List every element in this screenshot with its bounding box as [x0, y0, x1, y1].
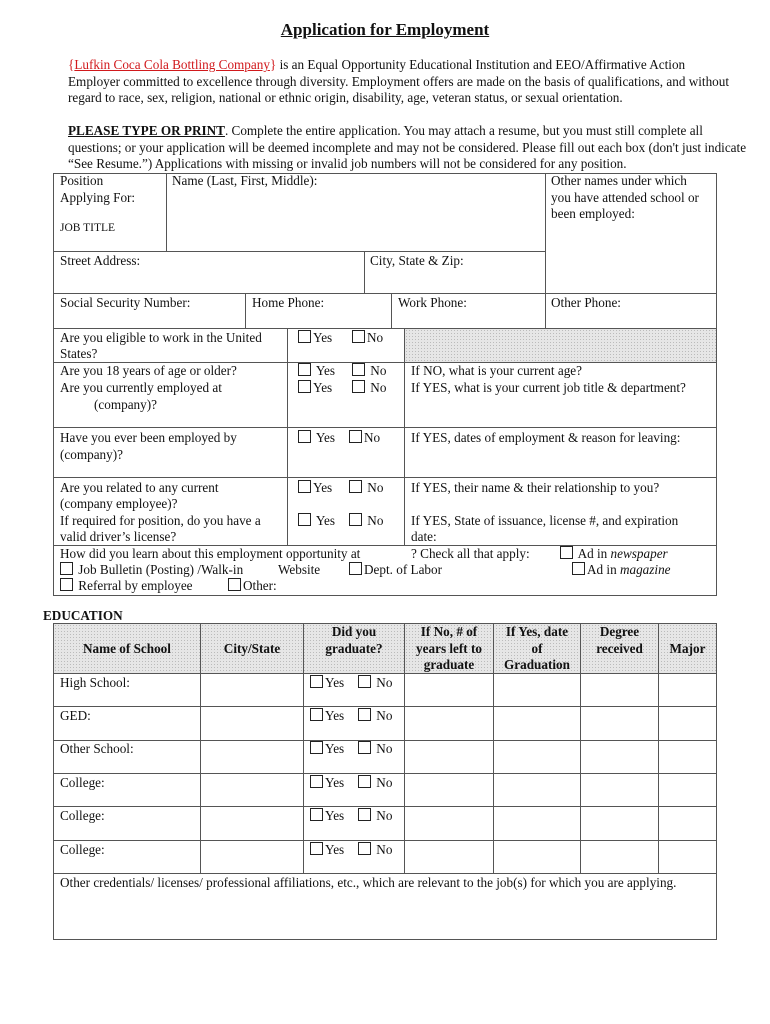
dept-labor-checkbox[interactable] — [349, 562, 362, 575]
graduate-no-checkbox[interactable] — [358, 842, 371, 855]
col-years-header-1: If No, # of — [420, 624, 478, 639]
newspaper-checkbox[interactable] — [560, 546, 573, 559]
q-currently-employed-2: (company)? — [94, 397, 157, 412]
no-label: No — [376, 675, 393, 690]
referral-checkbox[interactable] — [60, 578, 73, 591]
other-credentials-label: Other credentials/ licenses/ professional affiliations, etc., which are relevant to the job(s) for which you are applying. — [60, 875, 677, 890]
related-no-checkbox[interactable] — [349, 480, 362, 493]
yes-label: Yes — [313, 380, 333, 395]
ssn-label: Social Security Number: — [60, 295, 191, 310]
col-graduate-header-1: Did you — [331, 624, 377, 639]
employed-no-checkbox[interactable] — [352, 380, 365, 393]
col-degree-header — [581, 624, 658, 657]
graduate-yes-checkbox[interactable] — [310, 708, 323, 721]
graduate-no-checkbox[interactable] — [358, 741, 371, 754]
other-names-label-2: you have attended school or — [551, 190, 699, 205]
age-no-checkbox[interactable] — [352, 363, 365, 376]
table-row: High School: — [60, 675, 130, 690]
col-school-header: Name of School — [83, 641, 171, 656]
graduate-yes-checkbox[interactable] — [310, 842, 323, 855]
bulletin-label: Job Bulletin (Posting) /Walk-in — [78, 562, 244, 577]
yes-label: Yes — [325, 741, 345, 756]
no-label: No — [370, 363, 387, 378]
instructions-lead: PLEASE TYPE OR PRINT — [68, 123, 225, 138]
graduate-yes-checkbox[interactable] — [310, 741, 323, 754]
related-yes-checkbox[interactable] — [298, 480, 311, 493]
related-followup: If YES, their name & their relationship to you? — [411, 480, 660, 495]
intro-paragraph — [68, 57, 733, 107]
position-label-2: Applying For: — [60, 190, 136, 205]
yes-label: Yes — [325, 842, 345, 857]
col-city-header: City/State — [223, 641, 281, 656]
company-name: Lufkin Coca Cola Bottling Company — [74, 57, 270, 72]
yes-label: Yes — [325, 708, 345, 723]
city-state-zip-label: City, State & Zip: — [370, 253, 464, 268]
q-related-2: (company employee)? — [60, 496, 178, 511]
col-graduate-header-2: graduate? — [325, 640, 383, 656]
q-ever-employed-2: (company)? — [60, 447, 123, 462]
dept-labor-label: Dept. of Labor — [364, 562, 442, 577]
table-row: GED: — [60, 708, 91, 723]
col-years-header-3: graduate — [423, 657, 475, 673]
magazine-label: magazine — [619, 562, 671, 577]
q-how-learned: How did you learn about this employment opportunity at — [60, 546, 361, 561]
position-label: Position — [60, 173, 104, 188]
intro-text: is an Equal Opportunity Educational Institution and EEO/Affirmative Action Employer committed to excellence through diversity. Employment offers are made on the basis of qualifications, and without regard to race, sex, religion, national or ethnic origin, disability, age, veteran status, or sexual orientation. — [68, 57, 730, 106]
home-phone-label: Home Phone: — [252, 295, 325, 310]
other-source-checkbox[interactable] — [228, 578, 241, 591]
bulletin-checkbox[interactable] — [60, 562, 73, 575]
q-how-learned-check: ? Check all that apply: — [411, 546, 530, 561]
magazine-checkbox[interactable] — [572, 562, 585, 575]
street-address-label: Street Address: — [60, 253, 141, 268]
yes-label: Yes — [325, 775, 345, 790]
col-date-header-2: of — [531, 640, 543, 656]
other-source-label: Other: — [243, 578, 277, 593]
col-years-header-2: years left to — [416, 640, 482, 656]
yes-label: Yes — [325, 675, 345, 690]
other-names-label-3: been employed: — [551, 206, 635, 221]
no-label: No — [376, 741, 393, 756]
page-title: Application for Employment — [280, 20, 490, 39]
education-heading: EDUCATION — [43, 608, 123, 623]
no-label: No — [376, 808, 393, 823]
no-label: No — [376, 775, 393, 790]
yes-label: Yes — [315, 363, 336, 378]
eligible-no-checkbox[interactable] — [352, 330, 365, 343]
q-age-18: Are you 18 years of age or older? — [60, 363, 237, 378]
work-phone-label: Work Phone: — [398, 295, 467, 310]
yes-label: Yes — [315, 513, 336, 528]
yes-label: Yes — [315, 430, 336, 445]
name-label: Name (Last, First, Middle): — [172, 173, 318, 188]
q-eligible: Are you eligible to work in the United — [60, 330, 262, 345]
no-label: No — [364, 430, 381, 445]
col-grad-date-header — [494, 624, 580, 674]
other-phone-label: Other Phone: — [551, 295, 621, 310]
instructions-paragraph — [68, 123, 748, 173]
ever-employed-yes-checkbox[interactable] — [298, 430, 311, 443]
graduate-yes-checkbox[interactable] — [310, 675, 323, 688]
eligible-yes-checkbox[interactable] — [298, 330, 311, 343]
magazine-prefix: Ad in — [587, 562, 620, 577]
yes-label: Yes — [325, 808, 345, 823]
table-row: College: — [60, 808, 105, 823]
col-degree-header-1: Degree — [599, 624, 640, 639]
no-label: No — [367, 330, 384, 345]
q-related: Are you related to any current — [60, 480, 219, 495]
col-degree-header-2: received — [596, 640, 643, 656]
no-label: No — [370, 380, 387, 395]
shaded-cell — [405, 329, 716, 362]
license-followup-2: date: — [411, 529, 437, 544]
website-label: Website — [278, 562, 321, 577]
age-followup: If NO, what is your current age? — [411, 363, 583, 378]
q-eligible-2: States? — [60, 346, 98, 361]
yes-label: Yes — [313, 480, 333, 495]
graduate-no-checkbox[interactable] — [358, 708, 371, 721]
company-brace-open: { — [68, 57, 75, 72]
table-row: College: — [60, 842, 105, 857]
instructions-text: . Complete the entire application. You may attach a resume, but you must still complete all questions; or your application will be deemed incomplete and may not be considered. Please fill out each box (don't just indicate “See Resume.”) Applications with missing or invalid job numbers will not be considered for any position. — [68, 123, 747, 172]
no-label: No — [376, 708, 393, 723]
license-yes-checkbox[interactable] — [298, 513, 311, 526]
no-label: No — [376, 842, 393, 857]
q-ever-employed: Have you ever been employed by — [60, 430, 237, 445]
graduate-yes-checkbox[interactable] — [310, 775, 323, 788]
employed-yes-checkbox[interactable] — [298, 380, 311, 393]
company-brace-close: } — [269, 57, 277, 72]
q-license-2: valid driver’s license? — [60, 529, 177, 544]
col-major-header: Major — [669, 641, 706, 656]
yes-label: Yes — [313, 330, 333, 345]
no-label: No — [367, 480, 384, 495]
license-no-checkbox[interactable] — [349, 513, 362, 526]
q-currently-employed: Are you currently employed at — [60, 380, 222, 395]
ever-employed-followup: If YES, dates of employment & reason for leaving: — [411, 430, 681, 445]
col-date-header-3: Graduation — [504, 657, 570, 673]
no-label: No — [367, 513, 384, 528]
graduate-no-checkbox[interactable] — [358, 775, 371, 788]
graduate-no-checkbox[interactable] — [358, 808, 371, 821]
other-names-label: Other names under which — [551, 173, 687, 188]
ever-employed-no-checkbox[interactable] — [349, 430, 362, 443]
newspaper-label: newspaper — [610, 546, 668, 561]
referral-label: Referral by employee — [78, 578, 193, 593]
age-yes-checkbox[interactable] — [298, 363, 311, 376]
col-years-left-header — [405, 624, 493, 674]
col-date-header-1: If Yes, date — [505, 624, 569, 639]
graduate-no-checkbox[interactable] — [358, 675, 371, 688]
col-graduate-header — [304, 624, 404, 657]
q-license: If required for position, do you have a — [60, 513, 261, 528]
employed-followup: If YES, what is your current job title & department? — [411, 380, 686, 395]
newspaper-prefix: Ad in — [577, 546, 611, 561]
job-title-label: JOB TITLE — [60, 222, 116, 234]
table-row: Other School: — [60, 741, 134, 756]
table-row: College: — [60, 775, 105, 790]
graduate-yes-checkbox[interactable] — [310, 808, 323, 821]
license-followup: If YES, State of issuance, license #, and expiration — [411, 513, 679, 528]
